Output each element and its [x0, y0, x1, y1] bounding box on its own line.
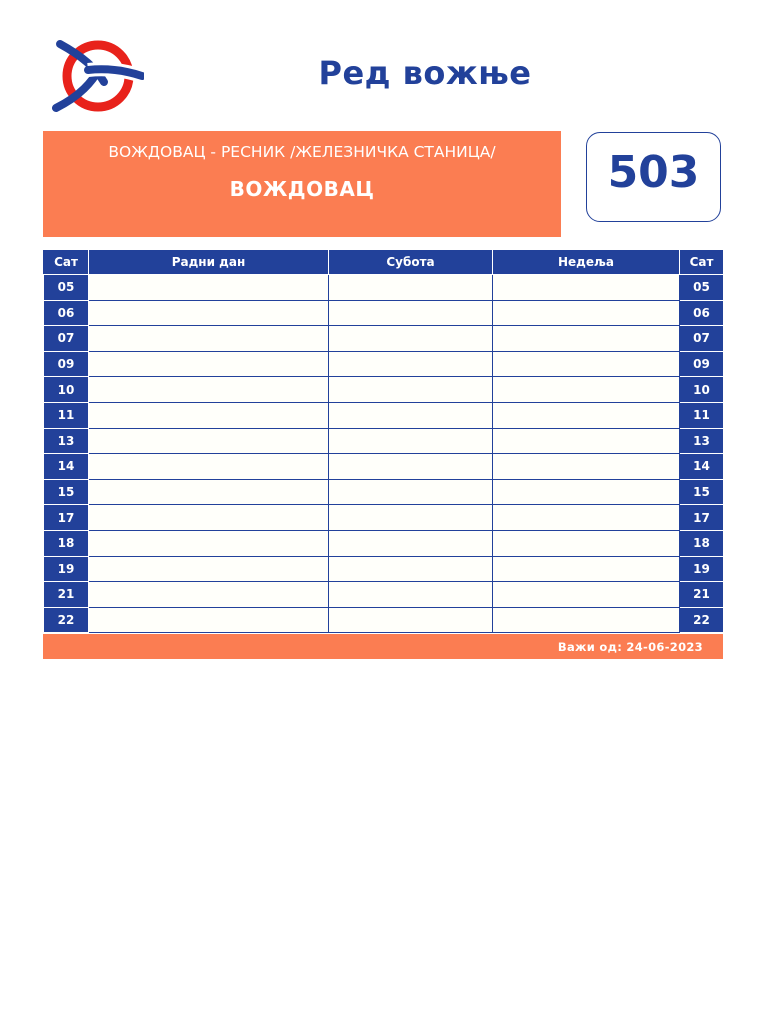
- route-name: ВОЖДОВАЦ - РЕСНИК /ЖЕЛЕЗНИЧКА СТАНИЦА/: [108, 143, 496, 161]
- sunday-cell: [493, 454, 680, 480]
- table-row: [44, 275, 724, 301]
- saturday-cell: [329, 300, 493, 326]
- table-row: [44, 428, 724, 454]
- sunday-cell: [493, 530, 680, 556]
- weekday-cell: [89, 377, 329, 403]
- hour-cell-right: 05: [680, 275, 724, 301]
- weekday-cell: [89, 556, 329, 582]
- sunday-cell: [493, 556, 680, 582]
- hour-cell-left: 06: [44, 300, 89, 326]
- weekday-cell: [89, 402, 329, 428]
- sunday-cell: [493, 607, 680, 633]
- hour-cell-right: 21: [680, 582, 724, 608]
- hour-cell-left: 21: [44, 582, 89, 608]
- table-row: [44, 530, 724, 556]
- timetable-body: [44, 275, 724, 633]
- table-row: [44, 556, 724, 582]
- sunday-cell: [493, 275, 680, 301]
- table-row: [44, 505, 724, 531]
- saturday-cell: [329, 505, 493, 531]
- sunday-cell: [493, 351, 680, 377]
- table-row: [44, 479, 724, 505]
- saturday-cell: [329, 582, 493, 608]
- hour-cell-left: 14: [44, 454, 89, 480]
- hour-cell-right: 06: [680, 300, 724, 326]
- hour-cell-left: 22: [44, 607, 89, 633]
- timetable: [43, 249, 724, 633]
- timetable-header-row: [44, 250, 724, 275]
- saturday-cell: [329, 479, 493, 505]
- weekday-cell: [89, 505, 329, 531]
- saturday-cell: [329, 428, 493, 454]
- hour-cell-right: 15: [680, 479, 724, 505]
- hour-cell-right: 07: [680, 326, 724, 352]
- weekday-cell: [89, 582, 329, 608]
- weekday-cell: [89, 275, 329, 301]
- header-hour-left: Сат: [44, 250, 89, 275]
- hour-cell-right: 14: [680, 454, 724, 480]
- weekday-cell: [89, 326, 329, 352]
- hour-cell-right: 18: [680, 530, 724, 556]
- hour-cell-left: 18: [44, 530, 89, 556]
- hour-cell-right: 22: [680, 607, 724, 633]
- saturday-cell: [329, 377, 493, 403]
- weekday-cell: [89, 428, 329, 454]
- weekday-cell: [89, 530, 329, 556]
- hour-cell-left: 10: [44, 377, 89, 403]
- hour-cell-left: 05: [44, 275, 89, 301]
- saturday-cell: [329, 607, 493, 633]
- saturday-cell: [329, 454, 493, 480]
- table-row: [44, 582, 724, 608]
- saturday-cell: [329, 326, 493, 352]
- header-sunday: Недеља: [493, 250, 680, 275]
- hour-cell-right: 11: [680, 402, 724, 428]
- page-title: Ред вожње: [318, 54, 532, 92]
- sunday-cell: [493, 300, 680, 326]
- direction-label: ВОЖДОВАЦ: [229, 177, 375, 201]
- table-row: [44, 454, 724, 480]
- header-hour-right: Сат: [680, 250, 724, 275]
- sunday-cell: [493, 505, 680, 531]
- saturday-cell: [329, 351, 493, 377]
- route-panel: [43, 131, 561, 237]
- saturday-cell: [329, 275, 493, 301]
- hour-cell-left: 09: [44, 351, 89, 377]
- hour-cell-right: 17: [680, 505, 724, 531]
- saturday-cell: [329, 402, 493, 428]
- table-row: [44, 402, 724, 428]
- header-weekday: Радни дан: [89, 250, 329, 275]
- hour-cell-right: 10: [680, 377, 724, 403]
- line-number: 503: [607, 146, 700, 198]
- sunday-cell: [493, 326, 680, 352]
- weekday-cell: [89, 454, 329, 480]
- sunday-cell: [493, 402, 680, 428]
- table-row: [44, 326, 724, 352]
- hour-cell-left: 07: [44, 326, 89, 352]
- weekday-cell: [89, 607, 329, 633]
- hour-cell-left: 17: [44, 505, 89, 531]
- valid-from-label: Важи од: 24-06-2023: [557, 640, 703, 654]
- sunday-cell: [493, 479, 680, 505]
- header-saturday: Субота: [329, 250, 493, 275]
- hour-cell-right: 09: [680, 351, 724, 377]
- hour-cell-right: 19: [680, 556, 724, 582]
- hour-cell-left: 11: [44, 402, 89, 428]
- table-row: [44, 377, 724, 403]
- hour-cell-left: 15: [44, 479, 89, 505]
- line-number-box: [586, 132, 721, 222]
- table-row: [44, 300, 724, 326]
- sunday-cell: [493, 377, 680, 403]
- table-row: [44, 351, 724, 377]
- weekday-cell: [89, 479, 329, 505]
- weekday-cell: [89, 300, 329, 326]
- hour-cell-right: 13: [680, 428, 724, 454]
- weekday-cell: [89, 351, 329, 377]
- footer-bar: [43, 634, 723, 659]
- transport-logo: [52, 38, 144, 114]
- hour-cell-left: 13: [44, 428, 89, 454]
- hour-cell-left: 19: [44, 556, 89, 582]
- saturday-cell: [329, 530, 493, 556]
- saturday-cell: [329, 556, 493, 582]
- table-row: [44, 607, 724, 633]
- sunday-cell: [493, 582, 680, 608]
- sunday-cell: [493, 428, 680, 454]
